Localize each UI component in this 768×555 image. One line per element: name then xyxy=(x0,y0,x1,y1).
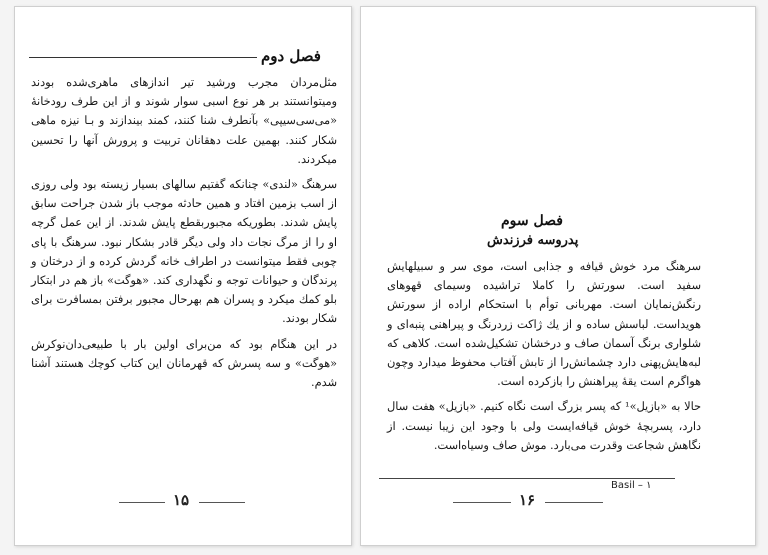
paragraph: حالا به «بازیل»¹ که پسر بزرگ است نگاه کنیم. «بازیل» هفت سال دارد، پسربچهٔ خوش قیافه‌ایست ولی با وجود این زیبا نیست. از نگاهش شجاعت وقدرت می‌بارد. موش صاف وسیاه‌است. xyxy=(387,400,701,452)
paragraph: سرهنگ «لندی» چنانکه گفتیم سالهای بسیار زیسته بود ولی روزی از اسب بزمین افتاد و همین حادثه موجب باز شدن جراحت سابق پایش شدند. بطوریکه مجبوربقطع پایش شدند. از این عمل گرچه او را از مرگ نجات داد ولی دیگر قادر بشکار نبود. سرهنگ با پای چوبی فقط میتوانست در اطراف خانه گردش کرده و از درختان و پرندگان و حیوانات توجه و نگهداری کند. «هوگت» باز هم در ابتکار بلو کمك میکرد و پسران هم بهرحال مجبور برفتن بمسافرت برای شکار بودند. xyxy=(31,178,337,326)
page-number: ۱۵ xyxy=(173,491,190,509)
header-rule xyxy=(29,57,257,58)
left-page xyxy=(14,6,352,546)
left-page-body xyxy=(31,73,337,398)
chapter-subtitle: پدروسه فرزندش xyxy=(487,233,579,248)
page-number-rule-right xyxy=(545,502,603,503)
chapter-title: فصل سوم xyxy=(501,213,563,229)
running-header: فصل دوم xyxy=(261,47,321,65)
right-page xyxy=(360,6,756,546)
paragraph: سرهنگ مرد خوش قیافه و جذابی است، موی سر و سبیلهایش سفید است. سورتش را کاملا تراشیده وسیمای قهوهای رنگش‌نمایان است. مهربانی توأم با استحکام اراده از سورتش هویداست. لباسش ساده و از یك ژاکت زردرنگ و پیراهنی پنبه‌ای و شلواری برنگ آسمان صاف و درخشان تشکیل‌شده است. کلاهی که لبه‌هایش‌پهنی دارد چشمانش‌را از تابش آفتاب محفوظ میدارد وچون هواگرم است یقهٔ پیراهنش را بازکرده است. xyxy=(387,260,701,389)
footnote-rule xyxy=(379,478,675,479)
right-page-body xyxy=(387,257,701,461)
paragraph: در این هنگام بود که من‌برای اولین بار با طبیعی‌دان‌نوکرش «هوگت» و سه پسرش که قهرمانان این کتاب کوچك هستند آشنا شدم. xyxy=(31,337,337,390)
page-number-rule-left xyxy=(453,502,511,503)
page-number-rule-left xyxy=(119,502,165,503)
page-number: ۱۶ xyxy=(519,491,536,509)
footnote: Basil – ۱ xyxy=(611,480,652,491)
page-number-rule-right xyxy=(199,502,245,503)
paragraph: مثل‌مردان مجرب ورشید تیر اندازهای ماهری‌شده بودند ومیتوانستند بر هر نوع اسبی سوار شوند و از این طرف رودخانهٔ «می‌سی‌سیپی» بآنطرف شنا کنند، کمند بیندازند و بـا نیزه ماهی شکار کنند. بهمین علت دهقانان تربیت و پرورش آنها را تحسین میکردند. xyxy=(31,76,337,166)
